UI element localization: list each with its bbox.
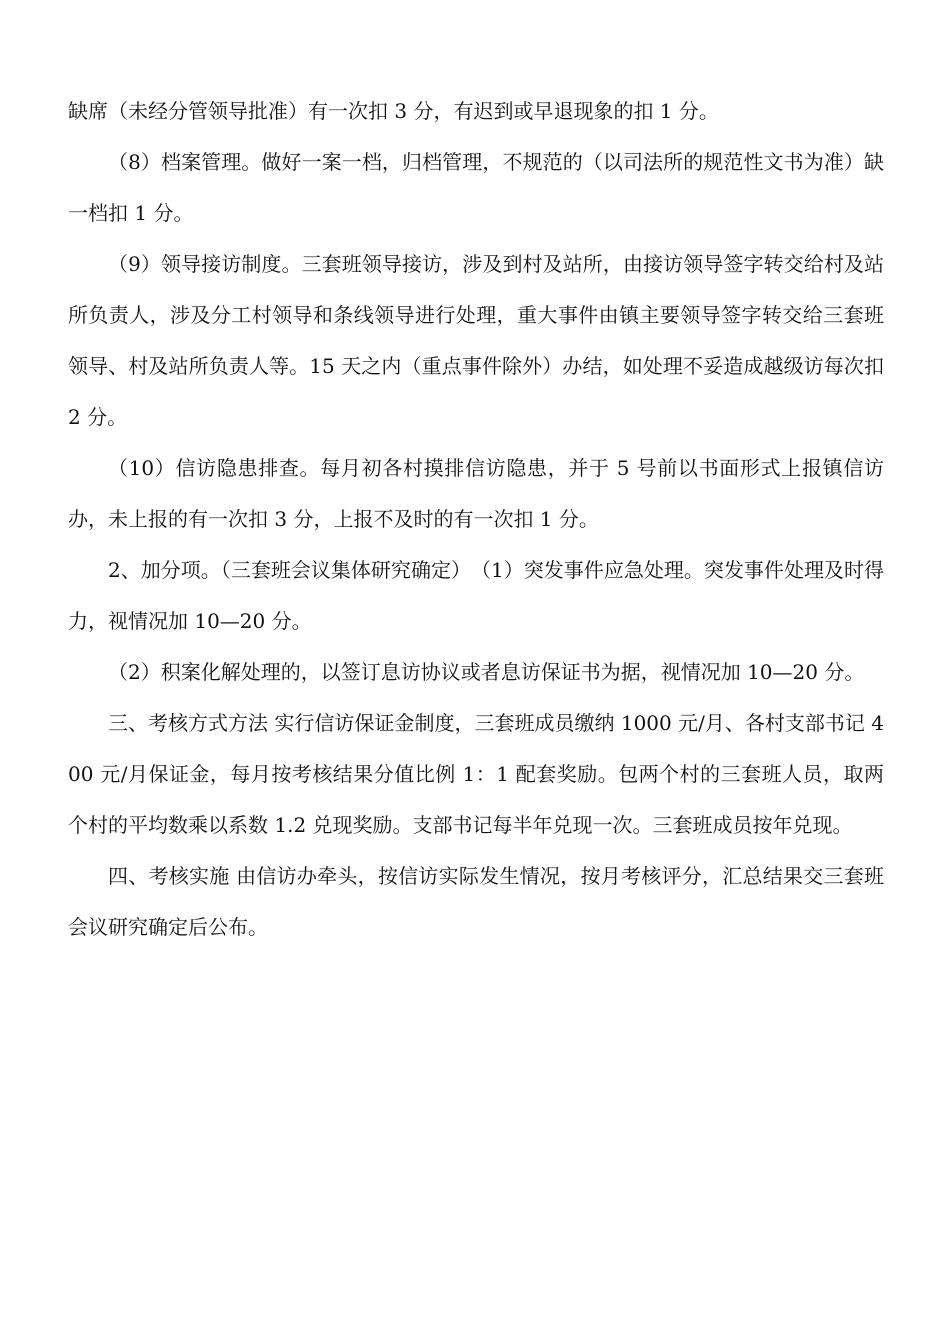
paragraph-bonus-items: 2、加分项。（三套班会议集体研究确定） （1）突发事件应急处理。突发事件处理及时得力，视情况加 10—20 分。 — [68, 558, 884, 633]
paragraph-hazard-screening: （10）信访隐患排查。每月初各村摸排信访隐患，并于 5 号前以书面形式上报镇信访办，未上报的有一次扣 3 分，上报不及时的有一次扣 1 分。 — [68, 456, 884, 531]
paragraph-assessment-implementation: 四、考核实施 由信访办牵头，按信访实际发生情况，按月考核评分，汇总结果交三套班会议研究确定后公布。 — [68, 864, 884, 939]
paragraph-leader-reception: （9）领导接访制度。三套班领导接访，涉及到村及站所，由接访领导签字转交给村及站所负责人，涉及分工村领导和条线领导进行处理，重大事件由镇主要领导签字转交给三套班领导、村及站所负责人等。15 天之内（重点事件除外）办结，如处理不妥造成越级访每次扣 2 分。 — [68, 252, 884, 429]
paragraph-assessment-method: 三、考核方式方法 实行信访保证金制度，三套班成员缴纳 1000 元/月、各村支部书记 400 元/月保证金，每月按考核结果分值比例 1：1 配套奖励。包两个村的三套班人员，取两个村的平均数乘以系数 1.2 兑现奖励。支部书记每半年兑现一次。三套班成员按年兑现。 — [68, 711, 884, 837]
document-body — [68, 86, 884, 953]
paragraph-backlog-resolution: （2）积案化解处理的，以签订息访协议或者息访保证书为据，视情况加 10—20 分。 — [108, 660, 865, 684]
paragraph-archive-management: （8）档案管理。做好一案一档，归档管理，不规范的（以司法所的规范性文书为准）缺一档扣 1 分。 — [68, 150, 884, 225]
paragraph-absence-rule: 缺席（未经分管领导批准）有一次扣 3 分，有迟到或早退现象的扣 1 分。 — [68, 99, 719, 123]
